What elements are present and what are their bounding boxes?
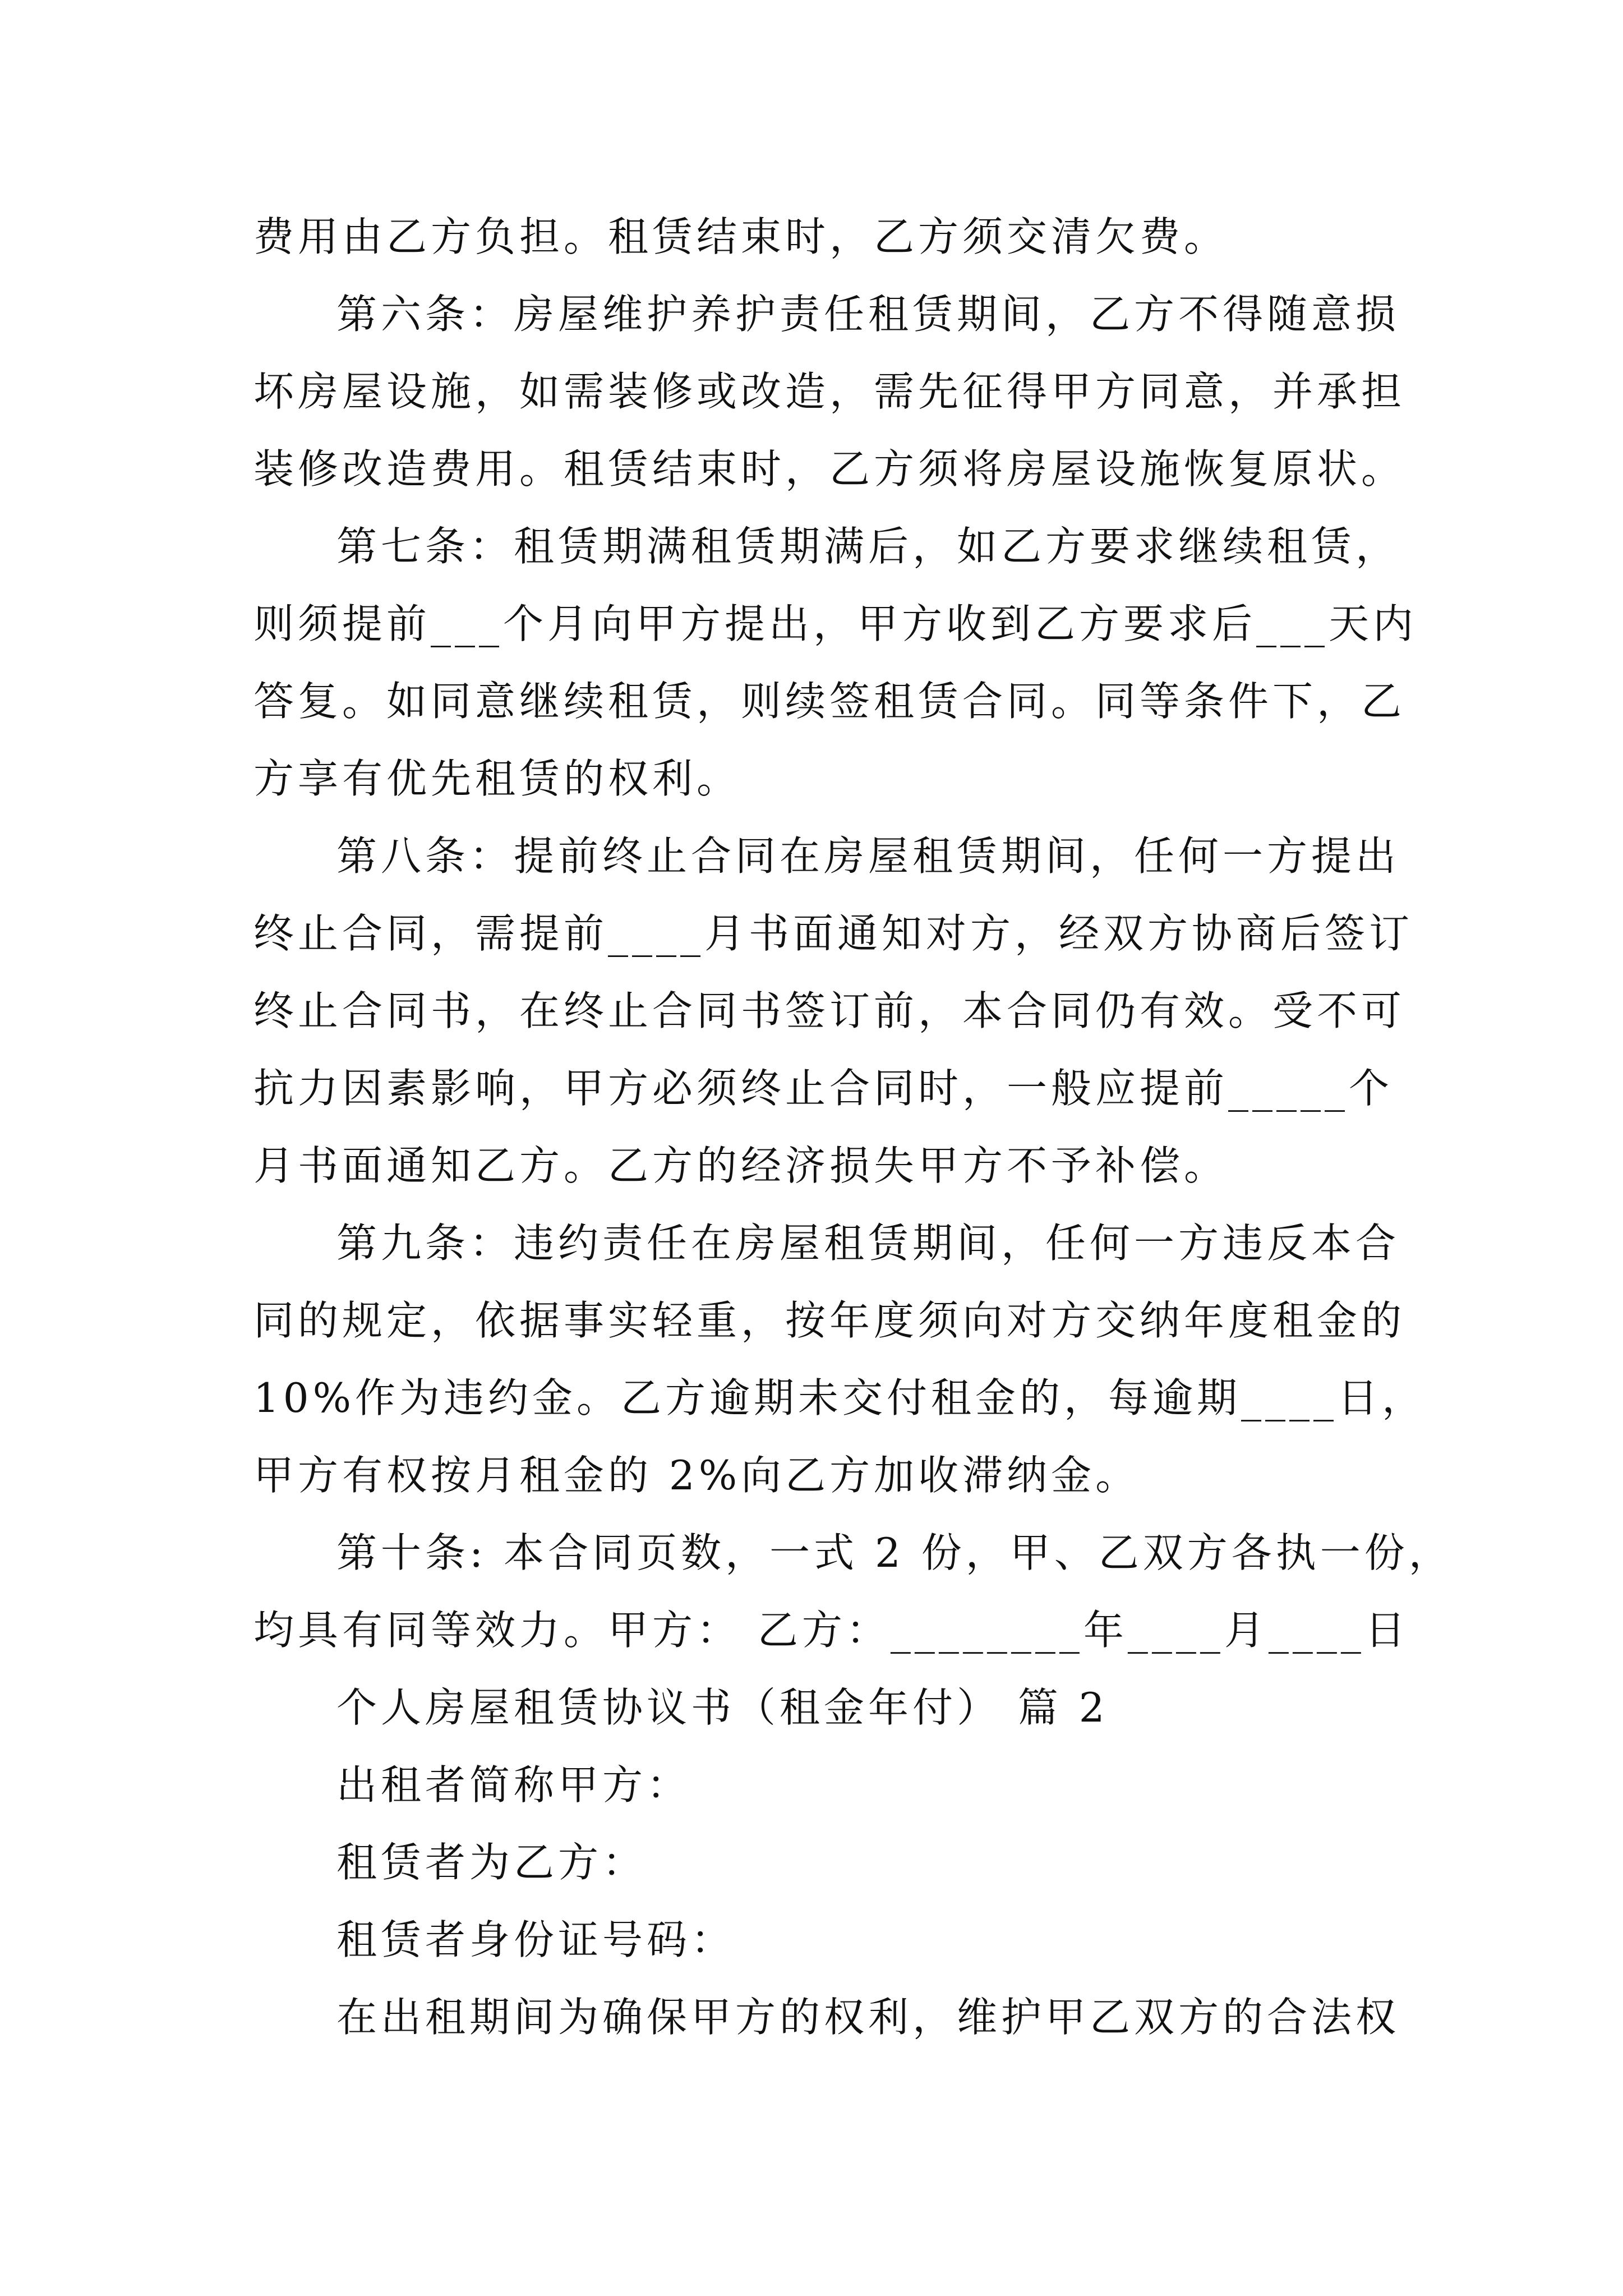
text-line: 装修改造费用。租赁结束时，乙方须将房屋设施恢复原状。	[253, 445, 1406, 493]
text-line: 则须提前___个月向甲方提出，甲方收到乙方要求后___天内	[253, 600, 1418, 647]
text-line: 答复。如同意继续租赁，则续签租赁合同。同等条件下，乙	[253, 678, 1406, 725]
section-title: 个人房屋租赁协议书（租金年付） 篇 2	[336, 1684, 1109, 1731]
lessee-id-label: 租赁者身份证号码：	[336, 1916, 736, 1963]
article-10-heading-line: 第十条: 本合同页数，一式 2 份，甲、乙双方各执一份，	[336, 1529, 1453, 1576]
text-line: 在出租期间为确保甲方的权利，维护甲乙双方的合法权	[336, 1994, 1400, 2041]
text-line: 终止合同，需提前____月书面通知对方，经双方协商后签订	[253, 910, 1414, 957]
text-line: 甲方有权按月租金的 2%向乙方加收滞纳金。	[253, 1452, 1140, 1499]
text-line: 费用由乙方负担。租赁结束时，乙方须交清欠费。	[253, 213, 1229, 260]
lessor-label: 出租者简称甲方：	[336, 1761, 691, 1809]
text-line: 方享有优先租赁的权利。	[253, 755, 741, 802]
article-8-heading-line: 第八条：提前终止合同在房屋租赁期间，任何一方提出	[336, 832, 1400, 880]
article-9-heading-line: 第九条：违约责任在房屋租赁期间，任何一方违反本合	[336, 1220, 1400, 1267]
signature-date-line: 均具有同等效力。甲方： 乙方：________年____月____日	[253, 1607, 1409, 1654]
text-line: 抗力因素影响，甲方必须终止合同时，一般应提前_____个	[253, 1065, 1394, 1112]
text-line: 月书面通知乙方。乙方的经济损失甲方不予补偿。	[253, 1142, 1229, 1189]
text-line: 终止合同书，在终止合同书签订前，本合同仍有效。受不可	[253, 987, 1406, 1034]
text-line: 坏房屋设施，如需装修或改造，需先征得甲方同意，并承担	[253, 368, 1406, 415]
text-line: 10%作为违约金。乙方逾期未交付租金的，每逾期____日，	[253, 1374, 1427, 1421]
text-line: 同的规定，依据事实轻重，按年度须向对方交纳年度租金的	[253, 1297, 1406, 1344]
lessee-label: 租赁者为乙方：	[336, 1839, 647, 1886]
article-6-heading-line: 第六条：房屋维护养护责任租赁期间，乙方不得随意损	[336, 291, 1400, 338]
article-7-heading-line: 第七条：租赁期满租赁期满后，如乙方要求继续租赁，	[336, 523, 1400, 570]
